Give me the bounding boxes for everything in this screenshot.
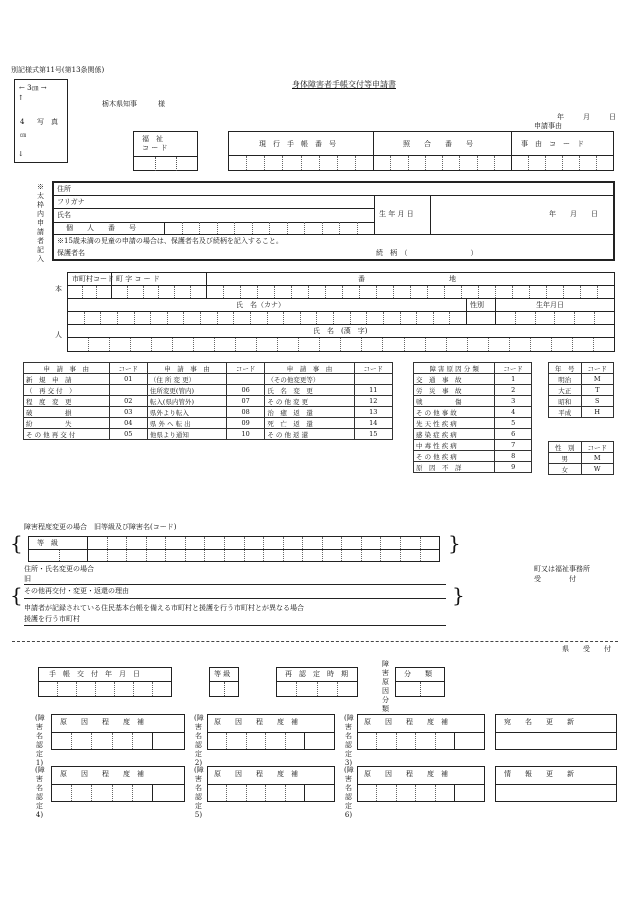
check-no-label: 照 合 番 号 [403, 140, 473, 148]
table-row: 中 毒 性 疾 病 7 [414, 440, 532, 451]
table-row: 男 M [549, 453, 614, 464]
guardian-label: 保護者名 [57, 249, 85, 257]
code-header-box [228, 131, 614, 171]
under15-note: ※15歳未満の児童の申請の場合は、保護者名及び続柄を記入すること。 [57, 237, 283, 245]
dob-ymd: 年 月 日 [549, 210, 598, 218]
close-brace-icon: } [452, 583, 465, 607]
open-brace-icon: { [10, 531, 23, 555]
sex-label: 性別 [470, 301, 484, 309]
table-row: 昭和 S [549, 396, 614, 407]
table-row: 交 通 事 故 1 [414, 374, 532, 385]
addressee-update-box [495, 714, 617, 750]
cause-vertical-label: 障害原因分類 [382, 660, 389, 713]
grade-bottom-label: 等 級 [214, 670, 231, 678]
cert-box-4: 原 因 程 度 補 [51, 766, 185, 802]
issue-date-box [38, 667, 172, 697]
cert-1-label: (障害名認定1) [35, 714, 45, 767]
reason-header: 申 請 事 由 [147, 363, 226, 374]
reason-header: 申 請 事 由 [265, 363, 354, 374]
table-row: 原 因 不 詳 9 [414, 462, 532, 473]
arrow-up-icon: ↑ [18, 94, 24, 102]
info-update-label: 情 報 更 新 [504, 770, 574, 778]
form-title: 身体障害者手帳交付等申請書 [292, 80, 396, 89]
current-no-label: 現 行 手 帳 番 号 [259, 140, 336, 148]
reason-table [23, 362, 393, 440]
addressee: 栃木県知事 様 [102, 100, 165, 108]
applicant-note-vertical: ※太枠内申請者記入 [37, 183, 44, 263]
recert-label: 再 認 定 時 期 [285, 670, 348, 678]
category-box [395, 667, 445, 697]
form-number: 別記様式第11号(第13条関係) [11, 66, 105, 74]
furigana-label: フリガナ [57, 198, 85, 206]
other-reason-label: その他再交付・変更・返還の理由 [24, 587, 129, 595]
cert-box-1: 原 因 程 度 補 [51, 714, 185, 750]
reason-header: コード [354, 363, 392, 374]
arrow-down-icon: ↓ [18, 150, 24, 158]
sex-table: 性 別 コード 男 M 女 W [548, 441, 614, 475]
person-box [67, 272, 615, 352]
cert-4-label: (障害名認定4) [35, 766, 45, 819]
table-row: 程 度 変 更 02 転入(県内管外) 07 そ の 他 変 更 12 [24, 396, 393, 407]
welfare-code-label: 福 祉 コ ー ド [142, 135, 168, 152]
name-kana-label: 氏 名（カナ） [236, 301, 285, 309]
category-label: 分 類 [404, 670, 432, 678]
person-side-top: 本 [55, 285, 62, 293]
person-dob-label: 生年月日 [536, 301, 564, 309]
table-row: 女 W [549, 464, 614, 475]
table-row: 破 損 03 県外より転入 08 治 癒 返 還 13 [24, 407, 393, 418]
city-code-label: 市町村コード [72, 275, 114, 283]
cert-box-6: 原 因 程 度 補 [357, 766, 485, 802]
grade-bottom-box [209, 667, 239, 697]
city-office-label: 町又は福祉事務所 [534, 565, 590, 573]
relation-label: 続 柄 （ ） [376, 249, 478, 257]
table-row: 感 染 症 疾 病 6 [414, 429, 532, 440]
diff-city-label: 申請者が記録されている住民基本台帳を備える市町村と援護を行う市町村とが異なる場合 [24, 604, 304, 612]
grade-change-label: 障害程度変更の場合 旧等級及び障害名(コード) [24, 523, 177, 531]
table-row: 紛 失 04 県 外 へ 転 出 09 死 亡 返 還 14 [24, 418, 393, 429]
table-row: 明治 M [549, 374, 614, 385]
grade-box [28, 536, 440, 562]
photo-height-label: 4 [20, 118, 25, 126]
welfare-code-box [133, 131, 198, 171]
reason-header: 申 請 事 由 [24, 363, 110, 374]
applicant-box [52, 181, 615, 261]
reason-header: コード [227, 363, 265, 374]
photo-text: 写 真 [37, 118, 58, 126]
table-row: 平成 H [549, 407, 614, 418]
table-row: そ の 他 再 交 付 05 他県より通知 10 そ の 他 返 還 15 [24, 429, 393, 440]
close-brace-icon: } [448, 531, 461, 555]
date-day: 日 [609, 113, 616, 121]
addr-change-label: 住所・氏名変更の場合 [24, 565, 94, 573]
grade-label: 等 級 [37, 539, 58, 547]
table-row: そ の 他 事 故 4 [414, 407, 532, 418]
table-row: （ 再 交 付 ） 住所変更(管内) 06 氏 名 変 更 11 [24, 385, 393, 396]
application-reason-label: 申請事由 [534, 122, 562, 130]
old-label: 旧 [24, 575, 31, 583]
cert-box-2: 原 因 程 度 補 [207, 714, 335, 750]
banchi-label: 番 地 [358, 275, 456, 283]
name-label: 氏名 [57, 211, 71, 219]
dob-label: 生 年 月 日 [379, 210, 414, 218]
addressee-update-label: 宛 名 更 新 [504, 718, 574, 726]
assist-city-label: 援護を行う市町村 [24, 615, 80, 623]
recert-box [276, 667, 358, 697]
table-row: そ の 他 疾 病 8 [414, 451, 532, 462]
cert-3-label: (障害名認定3) [344, 714, 354, 767]
cert-6-label: (障害名認定6) [344, 766, 354, 819]
cert-box-5: 原 因 程 度 補 [207, 766, 335, 802]
table-row: 戦 傷 3 [414, 396, 532, 407]
received-label: 受 付 [534, 575, 576, 583]
photo-unit: ㎝ [20, 132, 27, 139]
date-year: 年 [557, 113, 564, 121]
table-row: 先 天 性 疾 病 5 [414, 418, 532, 429]
photo-box [14, 79, 68, 163]
town-code-label: 町 字 コ ー ド [116, 275, 160, 283]
table-row: 新 規 申 請 01 （住 所 変 更） （その他変更等） [24, 374, 393, 385]
issue-date-label: 手 帳 交 付 年 月 日 [49, 670, 140, 678]
table-row: 労 災 事 故 2 [414, 385, 532, 396]
info-update-box [495, 766, 617, 802]
open-brace-icon: { [10, 583, 23, 607]
date-month: 月 [583, 113, 590, 121]
cause-table: 障 害 原 因 分 類 コード 交 通 事 故 1 労 災 事 故 2 戦 傷 3 そ の 他 事 故 4 先 天 性 疾 病 5 感 染 症 疾 病 6 中 毒 性 疾 病 7 そ の 他 疾 病 8 原 因 不 詳 9 [413, 362, 532, 473]
cert-box-3: 原 因 程 度 補 [357, 714, 485, 750]
reason-header: コード [109, 363, 147, 374]
name-kanji-label: 氏 名 (漢 字) [313, 327, 368, 335]
photo-width-label: ← 3㎝ → [19, 84, 47, 92]
reason-code-label: 事 由 コ ー ド [521, 140, 584, 148]
personal-no-label: 個 人 番 号 [66, 224, 136, 232]
cert-2-label: (障害名認定2) [194, 714, 204, 767]
era-table: 年 号 コード 明治 M 大正 T 昭和 S 平成 H [548, 362, 614, 418]
dashed-separator [12, 641, 618, 642]
cert-5-label: (障害名認定5) [194, 766, 204, 819]
address-label: 住所 [57, 185, 71, 193]
pref-received-label: 県 受 付 [562, 645, 611, 653]
table-row: 大正 T [549, 385, 614, 396]
person-side-bottom: 人 [55, 331, 62, 339]
